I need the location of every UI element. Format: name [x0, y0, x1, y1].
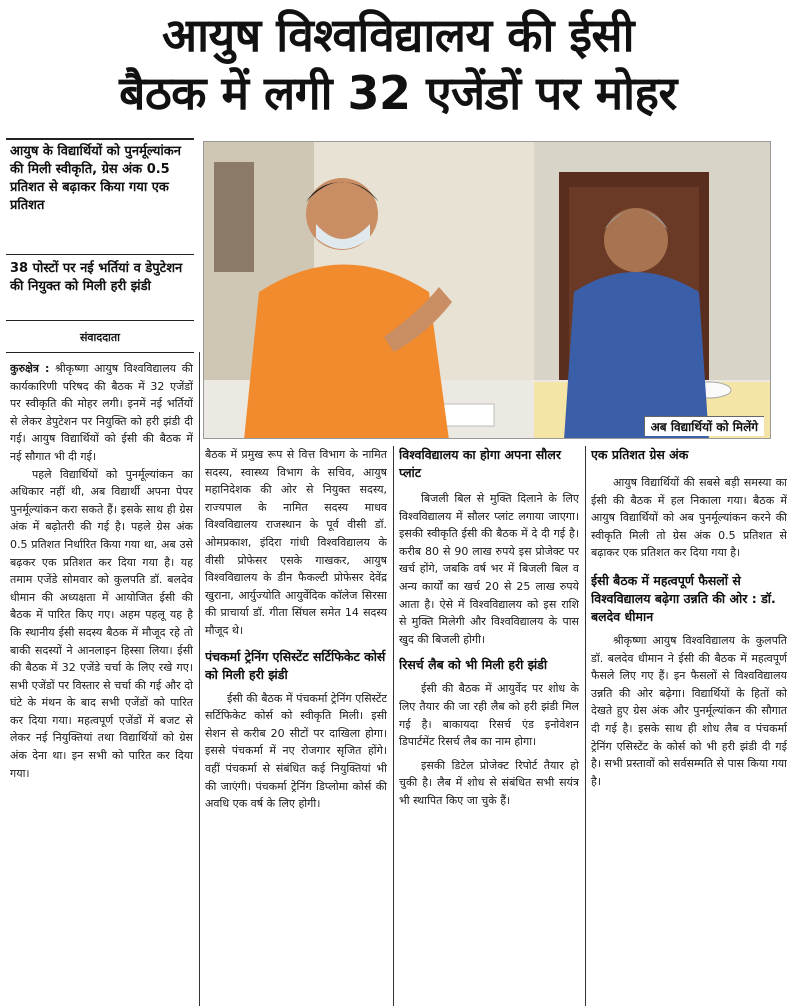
- headline-line-2: बैठक में लगी 32 एजेंडों पर मोहर: [119, 66, 677, 120]
- byline: संवाददाता: [79, 331, 121, 344]
- headline-line-1: आयुष विश्वविद्यालय की ईसी: [161, 8, 635, 62]
- deck-top-rule: [6, 138, 194, 140]
- column-divider-1: [199, 352, 200, 1006]
- byline-bottom-rule: [6, 352, 194, 353]
- column-2-paragraph-1: बैठक में प्रमुख रूप से वित्त विभाग के नामित सदस्य, स्वास्थ्य विभाग के सचिव, आयुष महानिदेशक की ओर से नियुक्त सदस्य, राज्यपाल के नामित सदस्य माधव विश्वविद्यालय राजस्थान के पूर्व वीसी डॉ. ओमप्रकाश, इंदिरा गांधी विश्वविद्यालय के वीसी प्रोफेसर एसके गाखकर, आयुष विश्वविद्यालय के डीन फैकल्टी प्रोफेसर देवेंद्र खुराना, आर्युज्योति आयुर्वेदिक कॉलेज सिरसा की प्राचार्या डॉ. गीता सिंघल समेत 14 सदस्य मौजूद थे।: [205, 448, 387, 637]
- column-3-paragraph-3: इसकी डिटेल प्रोजेक्ट रिपोर्ट तैयार हो चुकी है। लैब में शोध से संबंधित सभी सयंत्र भी स्थापित किए जा चुके हैं।: [399, 758, 579, 807]
- column-divider-3: [585, 446, 586, 1006]
- deck-divider: [6, 254, 194, 255]
- column-3-subheading-1: विश्वविद्यालय का होगा अपना सौलर प्लांट: [399, 447, 561, 480]
- column-1-paragraph-2: पहले विद्यार्थियों को पुनर्मूल्यांकन का अधिकार नहीं थी, अब विद्यार्थी अपना पेपर पुनर्मूल्यांकन करा सकते हैं। इसके साथ ही ग्रेस अंक में बढ़ोतरी की गई है। पहले ग्रेस अंक 0.5 प्रतिशत निर्धारित किया गया था, अब उसे बढ़कर एक प्रतिशत कर दिया गया है। यह तमाम एजेंडे सोमवार को कुलपति डॉ. बलदेव धीमान की अध्यक्षता में आयोजित ईसी की बैठक में पारित किए गए। अहम पहलू यह है कि स्थानीय ईसी सदस्य बैठक में मौजूद रहे तो बाकी सदस्यों ने आनलाइन हिस्सा लिया। ईसी की बैठक में 32 एजेंडे चर्चा के लिए रखे गए। सभी एजेंडों पर विस्तार से चर्चा की गई और दो घंटे के मंथन के बाद सभी एजेंडों को पारित कर दिया गया। महत्वपूर्ण एजेंडों में बजट से लेकर नई नियुक्तियां तथा विद्यार्थियों को ग्रेस अंक देना था। इन सभी को पारित कर दिया गया।: [10, 467, 193, 780]
- column-4-paragraph-1: आयुष विद्यार्थियों की सबसे बड़ी समस्या का ईसी की बैठक में हल निकाला गया। बैठक में आयुष विद्यार्थियों को अब पुनर्मूल्यांकन करने की स्वीकृति मिली तो ग्रेस अंक 0.5 प्रतिशत से बढ़ाकर एक प्रतिशत कर दिया गया है।: [591, 476, 787, 560]
- column-4-paragraph-2: श्रीकृष्णा आयुष विश्वविद्यालय के कुलपति डॉ. बलदेव धीमान ने ईसी की बैठक में महत्वपूर्ण फैसले लिए गए हैं। इन फैसलों से विश्वविद्यालय उन्नति की ओर बढ़ेगा। विद्यार्थियों के हितों को देखते हुए ग्रेस अंक और पुनर्मूल्यांकन की सौगात दी गई है। इसके साथ ही शोध लैब व पंचकर्मा ट्रेनिंग एसिस्टेंट के कोर्स को भी हरी झंडी दी गई है। सभी प्रस्तावों को सर्वसम्मति से पास किया गया है।: [591, 633, 787, 788]
- column-divider-2: [393, 446, 394, 1006]
- column-3-paragraph-1: बिजली बिल से मुक्ति दिलाने के लिए विश्वविद्यालय में सौलर प्लांट लगाया जाएगा। इसकी स्वीकृति ईसी की बैठक में दे दी गई है। करीब 80 से 90 लाख रुपये इस प्रोजेक्ट पर खर्च होंगे, जबकि वर्ष भर में बिजली बिल व अन्य कार्यों का खर्च 20 से 25 लाख रुपये आता है। ऐसे में विश्वविद्यालय को इस राशि से मुक्ति मिलेगी और विश्वविद्यालय के पास खुद की बिजली होगी।: [399, 492, 579, 646]
- dateline: कुरुक्षेत्र :: [10, 362, 50, 375]
- column-4: [591, 446, 787, 1006]
- column-2-subheading: पंचकर्मा ट्रेनिंग एसिस्टेंट सर्टिफिकेट कोर्स को मिली हरी झंडी: [205, 648, 386, 682]
- column-1-paragraph-1: कुरुक्षेत्र : श्रीकृष्णा आयुष विश्वविद्यालय की कार्यकारिणी परिषद की बैठक में 32 एजेंडों पर स्वीकृति की मोहर लगी। इनमें नई भर्तियों से लेकर डेपुटेशन पर नियुक्ति को हरी झंडी दी गई। आयुष विद्यार्थियों को ईसी की बैठक में नई सौगात भी दी गई।: [10, 362, 193, 463]
- column-3: [399, 446, 579, 1006]
- byline-top-rule: [6, 320, 194, 321]
- meeting-photo-illustration: [204, 142, 771, 439]
- deck-point-2: 38 पोस्टों पर नई भर्तियां व डेपुटेशन की नियुक्त को मिली हरी झंडी: [10, 261, 183, 294]
- column-3-paragraph-2: ईसी की बैठक में आयुर्वेद पर शोध के लिए तैयार की जा रही लैब को हरी झंडी मिल गई है। बाकायदा रिसर्च एंड इनोवेशन डिपार्टमेंट रिसर्च लैब का नाम होगा।: [399, 682, 579, 749]
- column-4-subheading-2: ईसी बैठक में महत्वपूर्ण फैसलों से विश्वविद्यालय बढ़ेगा उन्नति की ओर : डॉ. बलदेव धीमान: [591, 572, 776, 624]
- photo-caption: अब विद्यार्थियों को मिलेंगे: [644, 416, 764, 436]
- column-4-subheading-1: एक प्रतिशत ग्रेस अंक: [591, 447, 689, 462]
- column-2: [205, 446, 387, 1006]
- deck-point-1: आयुष के विद्यार्थियों को पुनर्मूल्यांकन की मिली स्वीकृति, ग्रेस अंक 0.5 प्रतिशत से बढ़ाकर किया गया एक प्रतिशत: [10, 144, 181, 213]
- column-3-subheading-2: रिसर्च लैब को भी मिली हरी झंडी: [399, 657, 548, 673]
- headline: [0, 6, 796, 122]
- column-1: [10, 360, 193, 1006]
- meeting-photo: [203, 141, 771, 439]
- column-2-paragraph-2: ईसी की बैठक में पंचकर्मा ट्रेनिंग एसिस्टेंट सर्टिफिकेट कोर्स को स्वीकृति मिली। इसी सेशन से करीब 20 सीटों पर दाखिला होगा। इससे पंचकर्मा में नए रोजगार सृजित होंगे। वहीं पंचकर्मा से संबंधित कई नियुक्तियां भी की जाएंगी। पंचकर्मा ट्रेनिंग डिप्लोमा कोर्स की अवधि एक वर्ष के लिए होगी।: [205, 691, 387, 811]
